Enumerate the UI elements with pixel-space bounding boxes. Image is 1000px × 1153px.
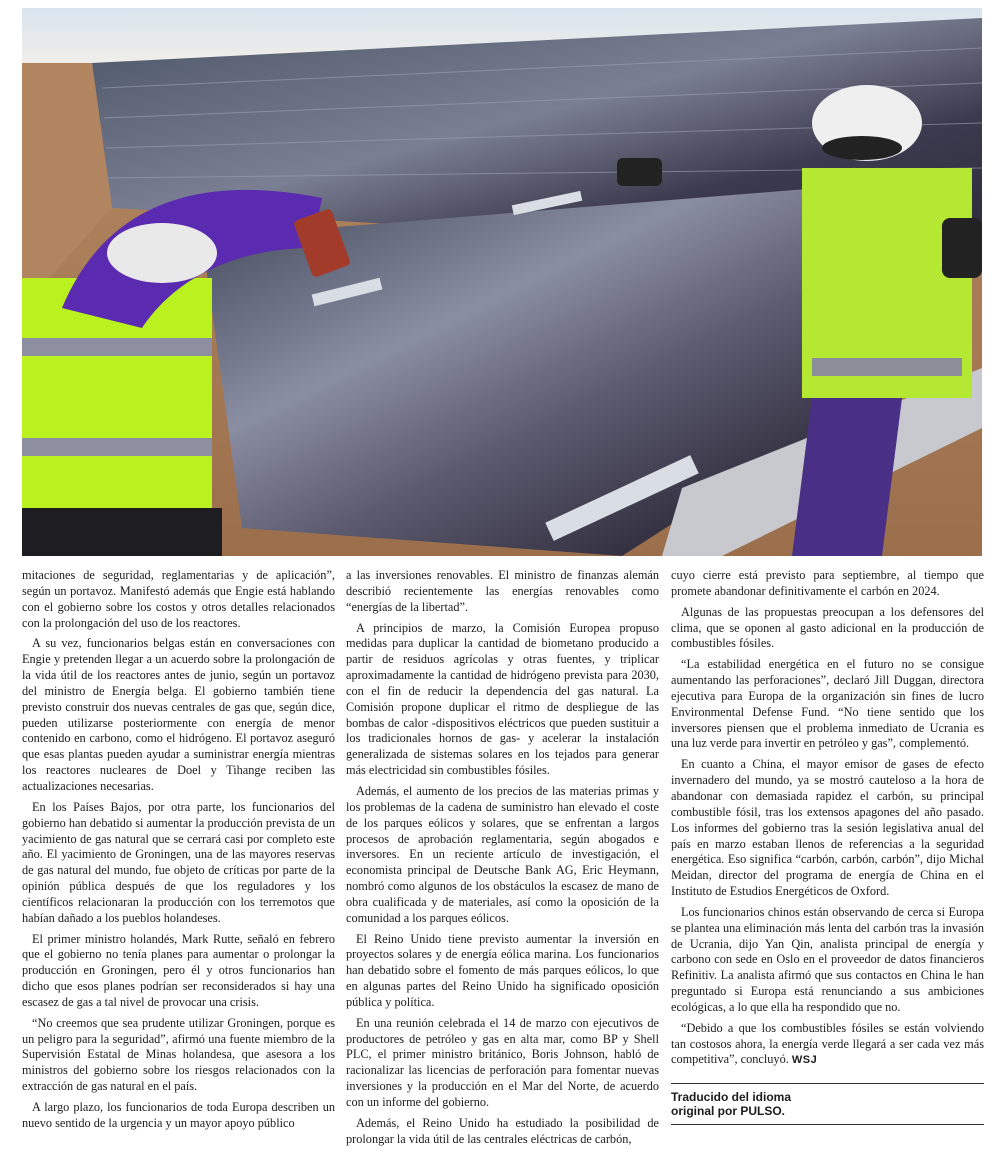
paragraph: El Reino Unido tiene previsto aumentar la inversión en proyectos solares y de energía eólica marina. Los funcionarios han debatido sobre el fomento de más parques eólicos, lo que en algunas partes del Reino Unido ha significado oposición pública y política.: [346, 931, 659, 1009]
column-3: [671, 568, 984, 1125]
paragraph: A principios de marzo, la Comisión Europea propuso medidas para duplicar la cantidad de biometano producido a partir de residuos agrícolas y otras fuentes, y triplicar aproximadamente la cantidad de hidrógeno prevista para 2030, con el fin de reducir la dependencia del gas natural. La Comisión propone duplicar el ritmo de despliegue de las bombas de calor -dispositivos eléctricos que pueden sustituir a los tradicionales hornos de gas- y acelerar la instalación generalizada de sistemas solares en los tejados para generar más electricidad sin combustibles fósiles.: [346, 620, 659, 778]
paragraph: Los funcionarios chinos están observando de cerca si Europa se plantea una eliminación más lenta del carbón tras la invasión de Ucrania, dijo Yan Qin, analista principal de energía y carbono con sede en Oslo en el proveedor de datos financieros Refinitiv. La analista afirmó que sus contactos en China le han preguntado si Europa está renunciando a sus ambiciones ecológicas, a lo que ella ha respondido que no.: [671, 904, 984, 1014]
paragraph: A su vez, funcionarios belgas están en conversaciones con Engie y pretenden llegar a un acuerdo sobre la prolongación de la vida útil de los reactores antes de junio, según un portavoz del ministro de Energía belga. El gobierno también tiene previsto construir dos nuevas centrales de gas que, según dice, pueden utilizarse posteriormente con energía de menor contenido en carbono, como el hidrógeno. El portavoz aseguró que esas plantas pueden ayudar a suministrar energía mientras los reactores nucleares de Doel y Tihange reciben las actualizaciones necesarias.: [22, 636, 335, 793]
paragraph: En los Países Bajos, por otra parte, los funcionarios del gobierno han debatido si aumentar la producción prevista de un yacimiento de gas natural que se cerrará casi por completo este año. El yacimiento de Groningen, una de las mayores reservas de gas natural del mundo, fue objeto de críticas por parte de la opinión pública después de que los reguladores y los científicos relacionaran la producción con los terremotos que habían dañado a los pueblos holandeses.: [22, 799, 335, 925]
paragraph: A largo plazo, los funcionarios de toda Europa describen un nuevo sentido de la urgencia y un mayor apoyo público: [22, 1100, 335, 1130]
paragraph: Además, el Reino Unido ha estudiado la posibilidad de prolongar la vida útil de las centrales eléctricas de carbón,: [346, 1115, 659, 1146]
paragraph: Además, el aumento de los precios de las materias primas y los problemas de la cadena de suministro han elevado el coste de los parques eólicos y solares, que se enfrentan a largos procesos de aprobación reglamentaria, según abogados e inversores. En un reciente artículo de investigación, el economista principal de Deutsche Bank AG, Eric Heymann, nombró como algunos de los obstáculos la escasez de mano de obra cualificada y de materiales, así como la oposición de la comunidad a los parques eólicos.: [346, 783, 659, 925]
paragraph: “La estabilidad energética en el futuro no se consigue aumentando las perforaciones”, declaró Jill Duggan, directora ejecutiva para Europa de la organización sin fines de lucro Environmental Defense Fund. “No tiene sentido que los inversores piensen que el problema inmediato de Ucrania es una luz verde para invertir en petróleo y gas”, complementó.: [671, 657, 984, 751]
paragraph: En cuanto a China, el mayor emisor de gases de efecto invernadero del mundo, ya se mostró cauteloso a la hora de abandonar con demasiada rapidez el carbón, su principal combustible fósil, tras los extensos apagones del año pasado. Los informes del gobierno tras la sesión legislativa anual del país en marzo estaban llenos de referencias a la seguridad energética. Eso significa “carbón, carbón, carbón”, dijo Michal Meidan, director del programa de energía de China en el Instituto de Estudios Energéticos de Oxford.: [671, 757, 984, 899]
column-2: [346, 568, 659, 1153]
paragraph: cuyo cierre está previsto para septiembre, al tiempo que promete abandonar definitivamente el carbón en 2024.: [671, 568, 984, 598]
column-1: [22, 568, 335, 1137]
paragraph: a las inversiones renovables. El ministro de finanzas alemán describió recientemente las energías renovables como “energías de la libertad”.: [346, 568, 659, 614]
article-photo: [22, 8, 982, 556]
credit-line-1: Traducido del idioma: [671, 1090, 792, 1105]
paragraph: El primer ministro holandés, Mark Rutte, señaló en febrero que el gobierno no tenía planes para aumentar o prolongar la producción en Groningen, pero él y otros funcionarios han dicho que esos planes podrían ser reconsiderados si hay una escasez de gas a tal nivel de provocar una crisis.: [22, 931, 335, 1009]
paragraph: [671, 1021, 984, 1070]
paragraph: En una reunión celebrada el 14 de marzo con ejecutivos de productores de petróleo y gas en alta mar, como BP y Shell PLC, el primer ministro británico, Boris Johnson, habló de racionalizar las licencias de perforación para fomentar nuevas inversiones y la producción en el Mar del Norte, de acuerdo con un informe del gobierno.: [346, 1015, 659, 1109]
article-body: [22, 568, 984, 1146]
credit-line-2: original por PULSO.: [671, 1104, 786, 1119]
paragraph: mitaciones de seguridad, reglamentarias y de aplicación”, según un portavoz. Manifestó además que Engie está hablando con el gobierno sobre los costos y otros detalles relacionados con la prolongación del uso de los reactores.: [22, 568, 335, 630]
translation-credit: [671, 1083, 984, 1125]
paragraph: “No creemos que sea prudente utilizar Groningen, porque es un peligro para la seguridad”, afirmó una fuente miembro de la Supervisión Estatal de Minas holandesa, que asesora a los ministros del gobierno sobre los riesgos relacionados con la extracción de gas natural en el país.: [22, 1015, 335, 1094]
paragraph: Algunas de las propuestas preocupan a los defensores del clima, que se oponen al gasto adicional en la producción de combustibles fósiles.: [671, 604, 984, 651]
signature: WSJ: [791, 1054, 818, 1067]
paragraph-text: “Debido a que los combustibles fósiles se están volviendo tan costosos ahora, la energía verde llegará a ser cada vez más competitiva”, concluyó.: [671, 1020, 984, 1067]
solar-workers-illustration: [22, 8, 982, 556]
